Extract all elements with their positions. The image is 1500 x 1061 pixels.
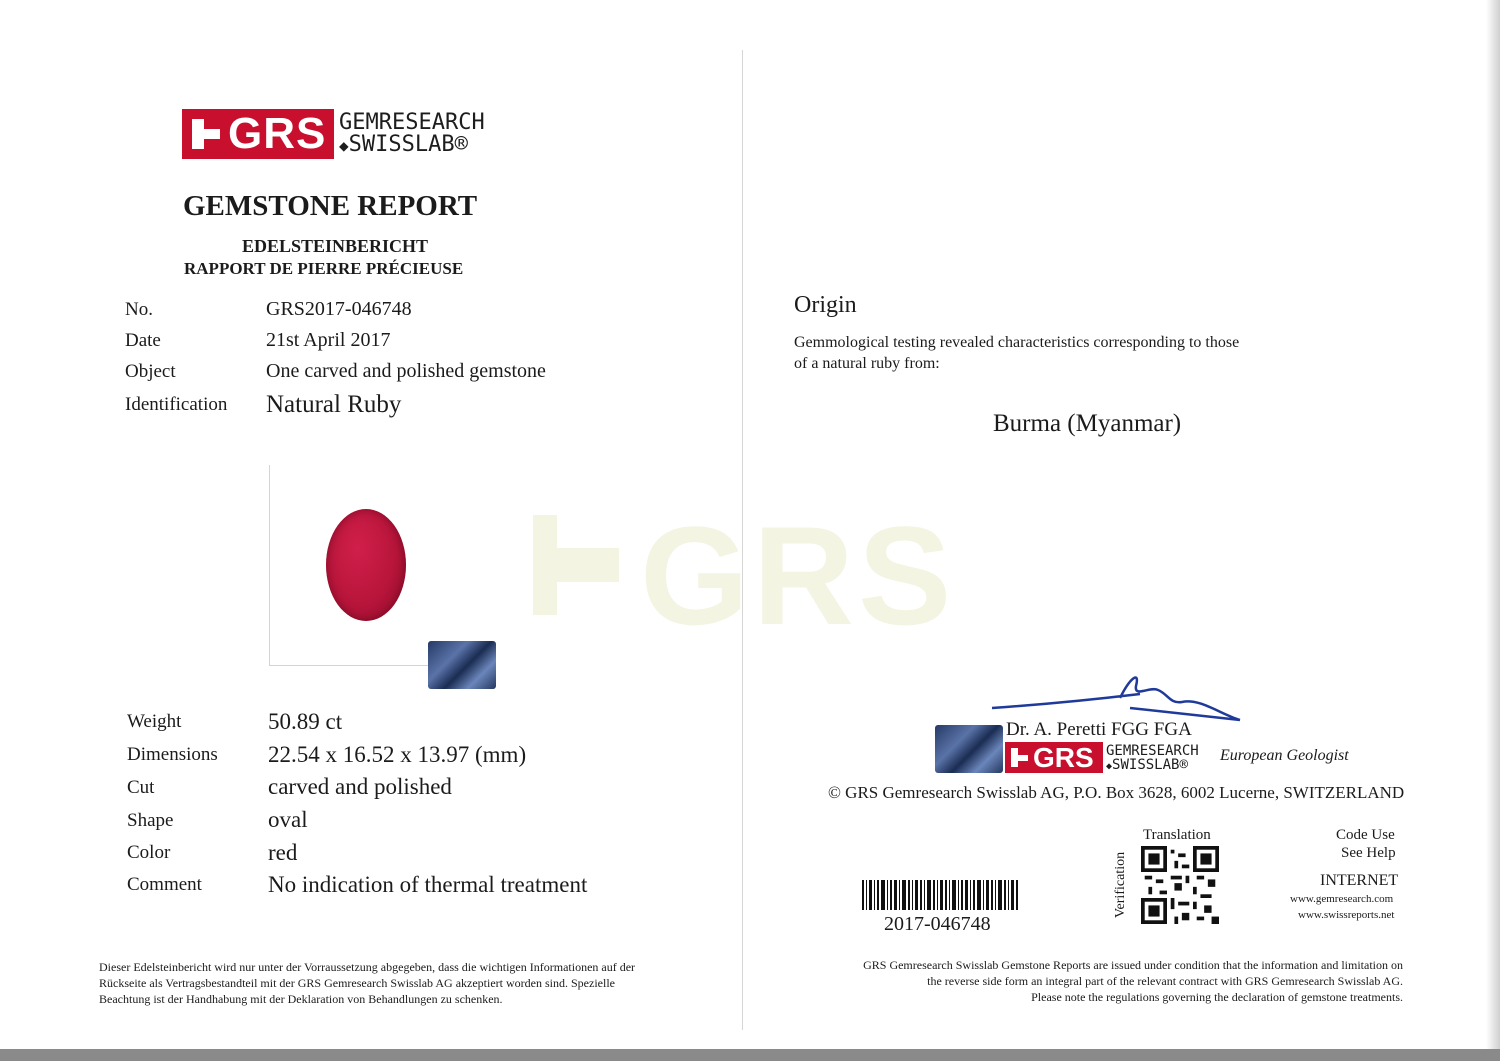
grs-logo-small-letters: GRS (1033, 741, 1094, 773)
footer-de-line-2: Rückseite als Vertragsbestandteil mit der GRS Gemresearch Swisslab AG akzeptiert worden sind. Spezielle (99, 976, 615, 990)
hologram-seal-right (935, 725, 1003, 773)
detail-label-comment: Comment (127, 874, 202, 895)
grs-logo-text (339, 112, 485, 156)
footer-de-line-3: Beachtung ist der Handhabung mit der Deklaration von Behandlungen zu schenken. (99, 992, 503, 1006)
translation-label: Translation (1143, 827, 1211, 843)
origin-value: Burma (Myanmar) (993, 410, 1182, 437)
field-value-no: GRS2017-046748 (266, 298, 412, 320)
field-value-date: 21st April 2017 (266, 329, 391, 351)
detail-label-color: Color (127, 842, 171, 863)
grs-logo (182, 109, 485, 159)
footer-en-line-3: Please note the regulations governing the declaration of gemstone treatments. (1031, 990, 1403, 1004)
signatory-title: European Geologist (1220, 747, 1349, 764)
report-subtitle-de: EDELSTEINBERICHT (242, 236, 429, 256)
report-subtitle-fr: RAPPORT DE PIERRE PRÉCIEUSE (184, 259, 464, 278)
logo-small-line-gemresearch: GEMRESEARCH (1106, 742, 1199, 759)
detail-label-shape: Shape (127, 810, 174, 831)
watermark-cross-vertical (533, 515, 557, 615)
website-swissreports[interactable]: www.swissreports.net (1298, 909, 1395, 921)
grs-logo-red-block (182, 109, 334, 159)
watermark-cross-horizontal (557, 548, 619, 582)
swiss-cross-icon (192, 119, 204, 149)
detail-value-shape: oval (268, 807, 308, 832)
code-use-label: Code Use (1336, 827, 1395, 843)
field-label-object: Object (125, 361, 176, 382)
detail-value-cut: carved and polished (268, 774, 452, 799)
origin-text-line-2: of a natural ruby from: (794, 355, 940, 372)
qr-code-icon[interactable] (1141, 846, 1219, 924)
field-label-identification: Identification (125, 394, 228, 415)
photo-frame-bottom (269, 665, 429, 666)
detail-value-color: red (268, 840, 298, 865)
logo-line-swisslab: SWISSLAB® (348, 132, 468, 157)
company-address: © GRS Gemresearch Swisslab AG, P.O. Box 3628, 6002 Lucerne, SWITZERLAND (828, 783, 1405, 802)
grs-logo-small (1005, 742, 1199, 773)
website-gemresearch[interactable]: www.gemresearch.com (1290, 893, 1394, 905)
field-label-no: No. (125, 299, 153, 320)
detail-label-cut: Cut (127, 777, 155, 798)
hologram-seal (428, 641, 496, 689)
footer-en-line-1: GRS Gemresearch Swisslab Gemstone Reports are issued under condition that the information and limitation on (863, 958, 1403, 972)
barcode-graphic (862, 880, 1018, 910)
detail-label-weight: Weight (127, 711, 182, 732)
signatory-name: Dr. A. Peretti FGG FGA (1006, 719, 1192, 740)
footer-de-line-1: Dieser Edelsteinbericht wird nur unter der Vorraussetzung abgegeben, dass die wichtigen Informationen auf der (99, 960, 636, 974)
barcode-number: 2017-046748 (884, 913, 991, 935)
diamond-icon-small: ◆ (1106, 760, 1113, 772)
logo-line-gemresearch: GEMRESEARCH (339, 110, 485, 135)
swiss-cross-icon-small (1011, 748, 1018, 767)
detail-value-dimensions: 22.54 x 16.52 x 13.97 (mm) (268, 742, 527, 767)
logo-small-line-swisslab: SWISSLAB® (1112, 756, 1188, 773)
detail-label-dimensions: Dimensions (127, 744, 218, 765)
origin-heading: Origin (794, 292, 857, 318)
diamond-icon: ◆ (339, 136, 349, 155)
detail-value-weight: 50.89 ct (268, 709, 343, 734)
see-help-label: See Help (1341, 845, 1396, 861)
grs-logo-letters: GRS (228, 109, 327, 158)
photo-frame-left (269, 465, 270, 665)
field-value-identification: Natural Ruby (266, 391, 402, 418)
detail-value-comment: No indication of thermal treatment (268, 872, 588, 897)
scan-edge (1486, 0, 1500, 1061)
scan-bottom-edge (0, 1049, 1500, 1061)
watermark-grs: GRS (640, 497, 956, 654)
footer-en-line-2: the reverse side form an integral part of the relevant contract with GRS Gemresearch Swisslab AG. (927, 974, 1403, 988)
field-label-date: Date (125, 330, 161, 351)
origin-text-line-1: Gemmological testing revealed characteristics corresponding to those (794, 334, 1240, 351)
verification-label: Verification (1113, 851, 1128, 918)
field-value-object: One carved and polished gemstone (266, 360, 546, 382)
report-title: GEMSTONE REPORT (183, 190, 478, 222)
ruby-photo (326, 509, 406, 621)
internet-label: INTERNET (1320, 872, 1399, 889)
